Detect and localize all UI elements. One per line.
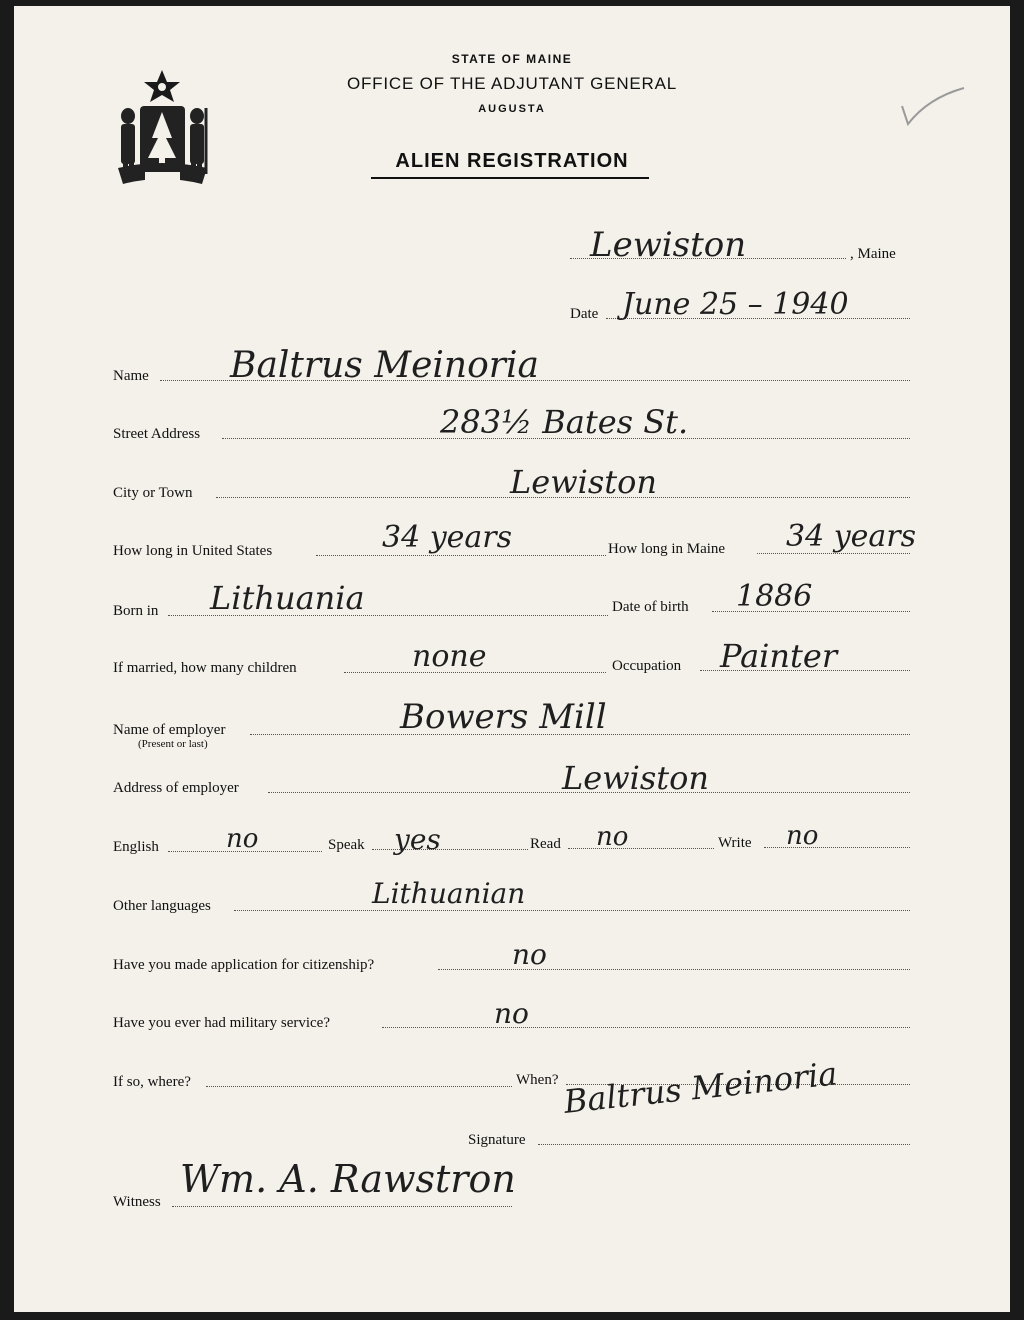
citizenship-value: no: [512, 938, 547, 971]
dob-label: Date of birth: [612, 599, 689, 615]
form-title: ALIEN REGISTRATION: [395, 150, 629, 172]
other-languages-line: [234, 910, 910, 911]
read-label: Read: [530, 836, 561, 852]
place-suffix: , Maine: [850, 246, 896, 262]
name-value: Baltrus Meinoria: [230, 345, 539, 386]
occupation-label: Occupation: [612, 658, 682, 674]
born-in-label: Born in: [113, 603, 159, 619]
place-value: Lewiston: [590, 225, 747, 265]
citizenship-line: [438, 969, 910, 970]
write-value: no: [786, 821, 819, 851]
how-long-us-line: [316, 555, 606, 556]
children-label: If married, how many children: [113, 660, 297, 676]
title-underline: [371, 177, 649, 179]
how-long-us-value: 34 years: [382, 520, 513, 555]
write-label: Write: [718, 835, 752, 851]
other-languages-label: Other languages: [113, 898, 211, 914]
other-languages-value: Lithuanian: [372, 877, 526, 910]
signature-line: [538, 1144, 910, 1145]
military-label: Have you ever had military service?: [113, 1015, 330, 1031]
where-line: [206, 1086, 512, 1087]
how-long-maine-value: 34 years: [786, 519, 917, 554]
military-value: no: [494, 997, 529, 1030]
occupation-value: Painter: [720, 637, 838, 675]
street-value: 283½ Bates St.: [440, 403, 689, 441]
dob-value: 1886: [736, 579, 813, 614]
when-label: When?: [516, 1072, 559, 1088]
military-line: [382, 1027, 910, 1028]
city-label: City or Town: [113, 485, 193, 501]
employer-value: Bowers Mill: [400, 697, 607, 737]
date-value: June 25 – 1940: [622, 287, 849, 322]
speak-value: yes: [394, 823, 441, 856]
witness-line: [172, 1206, 512, 1207]
employer-sublabel: (Present or last): [138, 738, 208, 750]
signature-label: Signature: [468, 1132, 526, 1148]
date-label: Date: [570, 306, 599, 322]
employer-address-label: Address of employer: [113, 780, 239, 796]
how-long-us-label: How long in United States: [113, 543, 273, 559]
witness-value: Wm. A. Rawstron: [180, 1157, 516, 1201]
english-value: no: [226, 824, 259, 854]
header-city: AUGUSTA: [478, 103, 546, 115]
form-sheet: [14, 6, 1010, 1312]
speak-label: Speak: [328, 837, 365, 853]
english-label: English: [113, 839, 159, 855]
witness-label: Witness: [113, 1194, 161, 1210]
header-state: STATE OF MAINE: [451, 52, 573, 66]
born-in-value: Lithuania: [210, 579, 365, 617]
citizenship-label: Have you made application for citizenship?: [113, 957, 375, 973]
header-office: OFFICE OF THE ADJUTANT GENERAL: [346, 74, 678, 93]
signature-value: Baltrus Meinoria: [562, 1054, 840, 1121]
read-line: [568, 848, 714, 849]
where-label: If so, where?: [113, 1074, 191, 1090]
employer-label: Name of employer: [113, 722, 226, 738]
children-value: none: [412, 639, 487, 674]
employer-address-value: Lewiston: [562, 759, 709, 797]
read-value: no: [596, 822, 629, 852]
how-long-maine-label: How long in Maine: [608, 541, 726, 557]
city-value: Lewiston: [510, 463, 657, 501]
street-label: Street Address: [113, 426, 201, 442]
name-label: Name: [113, 368, 149, 384]
